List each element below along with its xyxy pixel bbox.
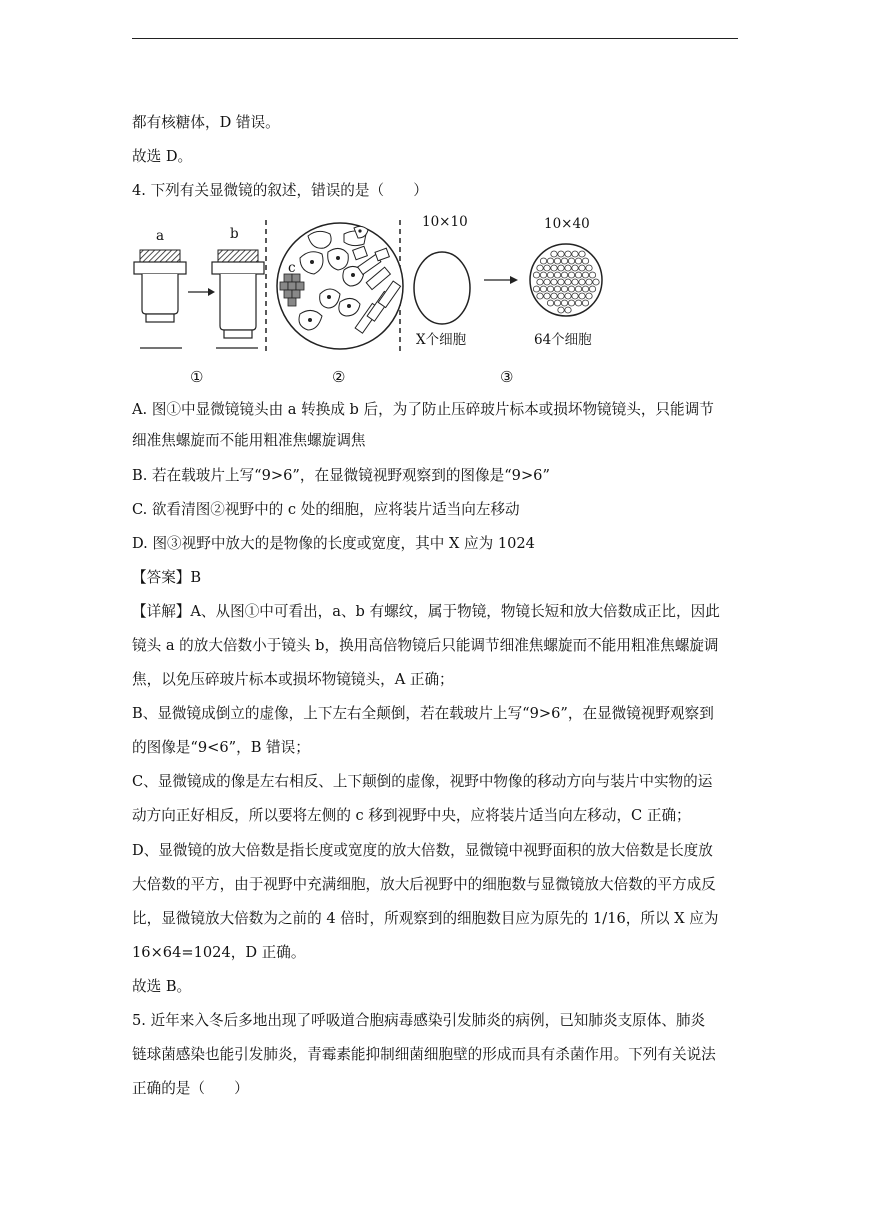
cell-outline bbox=[579, 251, 585, 257]
cell-outline bbox=[572, 251, 578, 257]
cell-outline bbox=[554, 258, 560, 264]
label-c: c bbox=[288, 260, 296, 276]
cell-outline bbox=[575, 258, 581, 264]
explanation-line-6: C、显微镜成的像是左右相反、上下颠倒的虚像，视野中物像的移动方向与装片中实物的运 bbox=[132, 773, 713, 790]
cell-outline bbox=[575, 272, 581, 278]
cell-outline bbox=[558, 265, 564, 271]
cell-outline bbox=[568, 300, 574, 306]
cell-outline bbox=[586, 279, 592, 285]
conclusion: 故选 B。 bbox=[132, 978, 192, 995]
cell-outline bbox=[544, 265, 550, 271]
objective-lens-b bbox=[212, 250, 264, 348]
text-line-1: 都有核糖体，D 错误。 bbox=[132, 114, 280, 131]
cell-outline bbox=[565, 293, 571, 299]
explanation-line-2: 镜头 a 的放大倍数小于镜头 b，换用高倍物镜后只能调节细准焦螺旋而不能用粗准焦螺旋调 bbox=[132, 637, 719, 654]
cell-outline bbox=[551, 265, 557, 271]
explanation-line-1: 【详解】A、从图①中可看出，a、b 有螺纹，属于物镜，物镜长短和放大倍数成正比，因此 bbox=[132, 603, 720, 620]
explanation-line-9: 大倍数的平方，由于视野中充满细胞，放大后视野中的细胞数与显微镜放大倍数的平方成反 bbox=[132, 876, 716, 893]
question-5-line-3: 正确的是（ ） bbox=[132, 1080, 249, 1097]
cell-outline bbox=[568, 272, 574, 278]
cell-outline bbox=[589, 272, 595, 278]
cell-outline bbox=[561, 258, 567, 264]
cell-outline bbox=[558, 251, 564, 257]
cell-outline bbox=[551, 293, 557, 299]
cell-outline bbox=[589, 286, 595, 292]
cell-outline bbox=[582, 258, 588, 264]
cell-outline bbox=[537, 279, 543, 285]
magnification-low: 10×10 bbox=[422, 214, 468, 230]
cell-outline bbox=[551, 251, 557, 257]
explanation-line-4: B、显微镜成倒立的虚像，上下左右全颠倒，若在载玻片上写“9>6”，在显微镜视野观察到 bbox=[132, 705, 714, 722]
cell-outline bbox=[572, 265, 578, 271]
field-of-view-2 bbox=[277, 223, 403, 349]
option-d: D. 图③视野中放大的是物像的长度或宽度，其中 X 应为 1024 bbox=[132, 535, 535, 552]
cell-outline bbox=[558, 293, 564, 299]
figure-number-2: ② bbox=[332, 368, 346, 386]
cell-outline bbox=[558, 279, 564, 285]
cell-outline bbox=[551, 279, 557, 285]
question-4-stem: 4. 下列有关显微镜的叙述，错误的是（ ） bbox=[132, 182, 428, 199]
cell-count-low: X个细胞 bbox=[416, 332, 467, 348]
cell-outline bbox=[554, 286, 560, 292]
answer: 【答案】B bbox=[132, 569, 202, 586]
cell-outline bbox=[565, 307, 571, 313]
header-rule bbox=[132, 38, 738, 39]
cell-outline bbox=[561, 300, 567, 306]
cell-outline bbox=[537, 293, 543, 299]
cell-outline bbox=[540, 286, 546, 292]
label-b: b bbox=[230, 226, 239, 242]
question-5-line-2: 链球菌感染也能引发肺炎，青霉素能抑制细菌细胞壁的形成而具有杀菌作用。下列有关说法 bbox=[132, 1046, 716, 1063]
option-a-line-2: 细准焦螺旋而不能用粗准焦螺旋调焦 bbox=[132, 432, 366, 449]
cell-outline bbox=[579, 279, 585, 285]
cell-outline bbox=[582, 272, 588, 278]
cell-outline bbox=[582, 300, 588, 306]
magnification-high: 10×40 bbox=[544, 216, 590, 232]
microscope-figure bbox=[132, 210, 612, 390]
cell-outline bbox=[537, 265, 543, 271]
cell-count-high: 64个细胞 bbox=[534, 332, 592, 348]
cell-outline bbox=[558, 307, 564, 313]
option-a-line-1: A. 图①中显微镜镜头由 a 转换成 b 后，为了防止压碎玻片标本或损坏物镜镜头，只能调节 bbox=[132, 401, 714, 418]
cell-outline bbox=[579, 293, 585, 299]
field-of-view-high-mag bbox=[530, 244, 602, 316]
explanation-line-11: 16×64=1024，D 正确。 bbox=[132, 944, 306, 961]
cell-outline bbox=[568, 258, 574, 264]
cell-outline bbox=[579, 265, 585, 271]
cell-outline bbox=[586, 265, 592, 271]
explanation-line-10: 比，显微镜放大倍数为之前的 4 倍时，所观察到的细胞数目应为原先的 1/16，所以 X 应为 bbox=[132, 910, 719, 927]
cell-outline bbox=[565, 251, 571, 257]
figure-number-1: ① bbox=[190, 368, 204, 386]
cell-outline bbox=[554, 272, 560, 278]
cell-outline bbox=[561, 286, 567, 292]
cell-outline bbox=[575, 300, 581, 306]
cell-outline bbox=[540, 258, 546, 264]
cell-outline bbox=[561, 272, 567, 278]
figure-number-3: ③ bbox=[500, 368, 514, 386]
objective-lens-a bbox=[134, 250, 186, 348]
cell-outline bbox=[572, 279, 578, 285]
explanation-line-3: 焦，以免压碎玻片标本或损坏物镜镜头，A 正确； bbox=[132, 671, 454, 688]
cell-outline bbox=[533, 286, 539, 292]
cell-outline bbox=[544, 293, 550, 299]
cell-outline bbox=[540, 272, 546, 278]
explanation-line-8: D、显微镜的放大倍数是指长度或宽度的放大倍数，显微镜中视野面积的放大倍数是长度放 bbox=[132, 842, 713, 859]
field-of-view-low-mag bbox=[414, 252, 470, 324]
figure-drawing bbox=[132, 210, 612, 390]
cell-outline bbox=[582, 286, 588, 292]
cell-outline bbox=[568, 286, 574, 292]
explanation-line-7: 动方向正好相反，所以要将左侧的 c 移到视野中央，应将装片适当向左移动，C 正确； bbox=[132, 807, 691, 824]
cell-outline bbox=[533, 272, 539, 278]
cell-outline bbox=[547, 300, 553, 306]
cell-outline bbox=[547, 258, 553, 264]
cell-outline bbox=[544, 279, 550, 285]
cell-outline bbox=[565, 279, 571, 285]
explanation-line-5: 的图像是“9<6”，B 错误； bbox=[132, 739, 310, 756]
cell-outline bbox=[547, 272, 553, 278]
option-c: C. 欲看清图②视野中的 c 处的细胞，应将装片适当向左移动 bbox=[132, 501, 520, 518]
cell-outline bbox=[565, 265, 571, 271]
label-a: a bbox=[156, 228, 165, 244]
question-5-line-1: 5. 近年来入冬后多地出现了呼吸道合胞病毒感染引发肺炎的病例，已知肺炎支原体、肺炎 bbox=[132, 1012, 706, 1029]
option-b: B. 若在载玻片上写“9>6”，在显微镜视野观察到的图像是“9>6” bbox=[132, 467, 550, 484]
cell-outline bbox=[575, 286, 581, 292]
cell-outline bbox=[554, 300, 560, 306]
cell-outline bbox=[586, 293, 592, 299]
cell-outline bbox=[572, 293, 578, 299]
text-line-2: 故选 D。 bbox=[132, 148, 193, 165]
cell-outline bbox=[547, 286, 553, 292]
cell-outline bbox=[593, 279, 599, 285]
